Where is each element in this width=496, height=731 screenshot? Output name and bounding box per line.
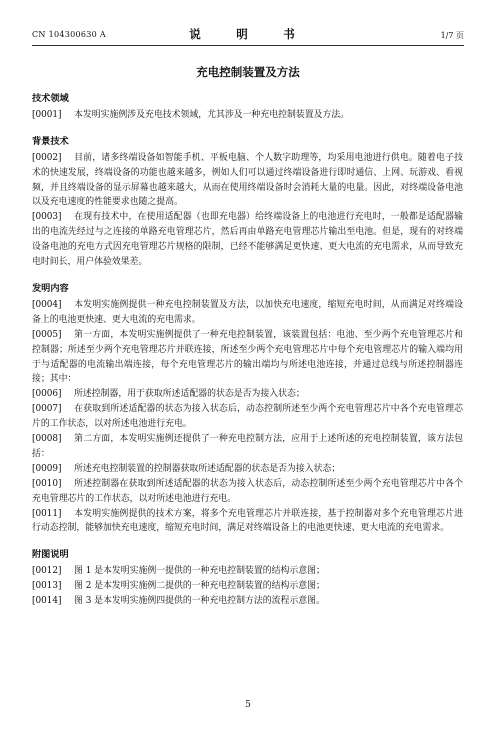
paragraph-number: [0003] bbox=[32, 212, 62, 223]
paragraph bbox=[32, 462, 463, 477]
paragraph-number: [0010] bbox=[32, 478, 62, 489]
section-heading: 发明内容 bbox=[32, 282, 69, 294]
document-title: 充电控制装置及方法 bbox=[196, 65, 300, 79]
paragraph-text: 在获取到所述适配器的状态为接入状态后，动态控制所述至少两个充电管理芯片中各个充电管理芯片的工作状态，以对所述电池进行充电。 bbox=[32, 404, 463, 430]
section-heading: 技术领域 bbox=[32, 93, 69, 104]
paragraph-text: 本发明实施例提供的技术方案，将多个充电管理芯片并联连接，基于控制器对多个充电管理芯片进行动态控制，能够加快充电速度，缩短充电时间，满足对终端设备上的电池更快速、更大电流的充电需求。 bbox=[32, 508, 463, 534]
paragraph-text: 第一方面，本发明实施例提供了一种充电控制装置，该装置包括：电池、至少两个充电管理芯片和控制器；所述至少两个充电管理芯片并联连接，所述至少两个充电管理芯片中每个充电管理芯片的输入端均用于与适配器的电流输出端连接，每个充电管理芯片的输出端均与所述电池连接，并通过总线与所述控制器连接；其中： bbox=[32, 329, 463, 385]
section-heading: 背景技术 bbox=[32, 135, 69, 147]
paragraph bbox=[32, 402, 463, 432]
paragraph-text: 图 3 是本发明实施例四提供的一种充电控制方法的流程示意图。 bbox=[74, 596, 325, 607]
paragraph bbox=[32, 328, 463, 388]
paragraph-text: 目前，诸多终端设备如智能手机、平板电脑、个人数字助理等，均采用电池进行供电。随着电子技术的快速发展，终端设备的功能也越来越多，例如人们可以通过终端设备进行即时通信、上网、玩游戏、看视频，并且终端设备的显示屏幕也越来越大，从而在使用终端设备时会消耗大量的电量。因此，对终端设备电池以及充电速度的性能要求也随之提高。 bbox=[32, 152, 463, 208]
paragraph-number: [0006] bbox=[32, 389, 62, 400]
paragraph-number: [0013] bbox=[32, 581, 62, 592]
paragraph bbox=[32, 298, 463, 328]
paragraph-text: 图 2 是本发明实施例二提供的一种充电控制装置的结构示意图； bbox=[74, 581, 325, 592]
paragraph bbox=[32, 151, 463, 211]
paragraph bbox=[32, 507, 463, 537]
document-id: CN 104300630 A bbox=[32, 30, 106, 39]
page-counter: 1/7 页 bbox=[440, 31, 464, 40]
paragraph bbox=[32, 387, 463, 402]
header-rule bbox=[32, 45, 464, 46]
paragraph-text: 所述控制器，用于获取所述适配器的状态是否为接入状态； bbox=[74, 389, 305, 400]
document-body bbox=[32, 92, 463, 609]
paragraph-number: [0004] bbox=[32, 299, 62, 310]
paragraph bbox=[32, 594, 463, 609]
section bbox=[32, 282, 463, 536]
paragraph-number: [0012] bbox=[32, 566, 62, 577]
paragraph-text: 本发明实施例涉及充电技术领域，尤其涉及一种充电控制装置及方法。 bbox=[74, 109, 350, 120]
section-heading: 附图说明 bbox=[32, 549, 69, 561]
paragraph-number: [0014] bbox=[32, 596, 62, 607]
paragraph bbox=[32, 477, 463, 507]
paragraph-text: 图 1 是本发明实施例一提供的一种充电控制装置的结构示意图； bbox=[74, 566, 325, 577]
paragraph bbox=[32, 210, 463, 270]
paragraph-number: [0011] bbox=[32, 508, 62, 519]
paragraph-number: [0005] bbox=[32, 329, 62, 340]
paragraph-text: 所述控制器在获取到所述适配器的状态为接入状态后，动态控制所述至少两个充电管理芯片中各个充电管理芯片的工作状态，以对所述电池进行充电。 bbox=[32, 478, 463, 504]
paragraph-text: 所述充电控制装置的控制器获取所述适配器的状态是否为接入状态； bbox=[74, 463, 341, 474]
section bbox=[32, 92, 463, 123]
page-header bbox=[32, 26, 464, 42]
paragraph bbox=[32, 432, 463, 462]
paragraph-number: [0001] bbox=[32, 109, 62, 120]
section bbox=[32, 135, 463, 270]
paragraph-number: [0002] bbox=[32, 152, 62, 163]
paragraph-number: [0008] bbox=[32, 434, 62, 445]
page-number: 5 bbox=[245, 700, 251, 710]
paragraph bbox=[32, 564, 463, 579]
document-type: 说 明 书 bbox=[189, 27, 307, 41]
paragraph-text: 在现有技术中，在使用适配器（也即充电器）给终端设备上的电池进行充电时，一般都是适配器输出的电流先经过与之连接的单路充电管理芯片，然后再由单路充电管理芯片输出至电池。但是，现有的对终端设备电池的充电方式因充电管理芯片规格的限制，已经不能够满足更快速、更大电流的充电需求，从而导致充电时间长，用户体验效果差。 bbox=[32, 212, 463, 268]
paragraph-number: [0009] bbox=[32, 463, 62, 474]
section bbox=[32, 548, 463, 609]
paragraph-text: 本发明实施例提供一种充电控制装置及方法，以加快充电速度，缩短充电时间，从而满足对终端设备上的电池更快速、更大电流的充电需求。 bbox=[32, 299, 463, 325]
paragraph bbox=[32, 579, 463, 594]
paragraph-number: [0007] bbox=[32, 404, 62, 415]
paragraph bbox=[32, 108, 463, 123]
paragraph-text: 第二方面，本发明实施例还提供了一种充电控制方法，应用于上述所述的充电控制装置，该方法包括： bbox=[32, 434, 463, 459]
